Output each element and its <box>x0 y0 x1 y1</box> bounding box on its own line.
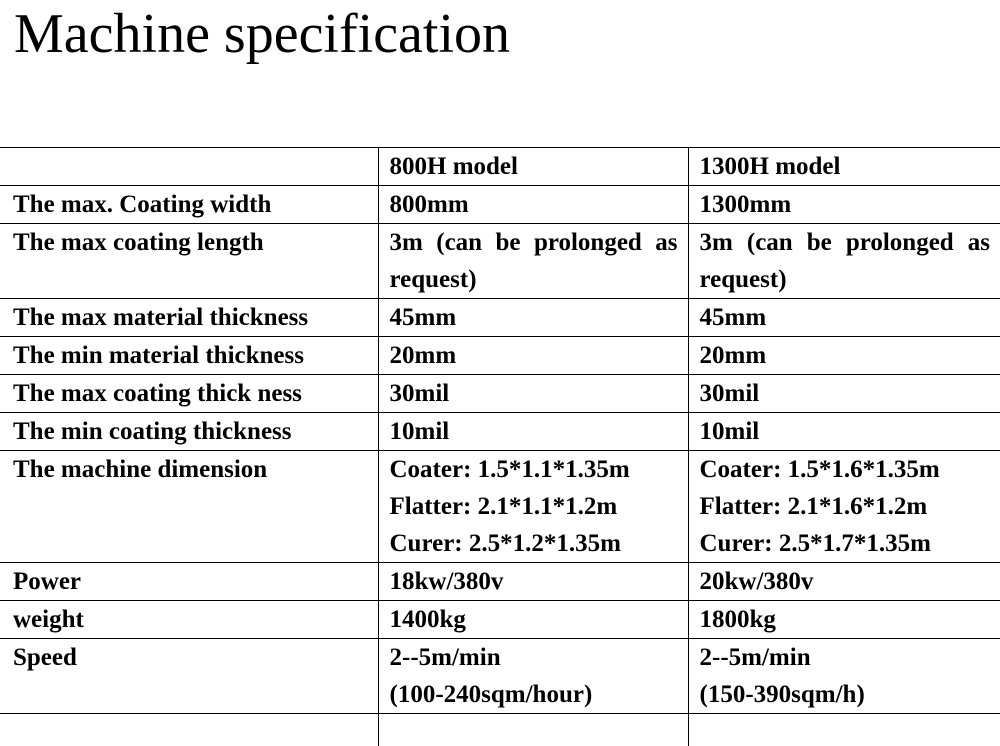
value-1300h: 1300mm <box>688 186 1000 224</box>
table-row <box>0 186 1000 224</box>
value-1300h: 20kw/380v <box>688 563 1000 601</box>
row-label: The max coating thick ness <box>0 375 378 413</box>
table-header-row <box>0 148 1000 186</box>
speed-area: (150-390sqm/h) <box>700 676 991 713</box>
value-1300h <box>688 639 1000 714</box>
table-row <box>0 375 1000 413</box>
value-text: 3m (can be prolonged as request) <box>700 224 991 298</box>
speed-area: (100-240sqm/hour) <box>390 676 678 713</box>
value-1300h <box>688 451 1000 563</box>
value-1300h: 30mil <box>688 375 1000 413</box>
value-1300h <box>688 224 1000 299</box>
value-800h: 30mil <box>378 375 688 413</box>
table-row <box>0 601 1000 639</box>
value-800h: 20mm <box>378 337 688 375</box>
dimension-curer: Curer: 2.5*1.7*1.35m <box>700 525 991 562</box>
row-label: Power <box>0 563 378 601</box>
value-1300h: 45mm <box>688 299 1000 337</box>
table-row <box>0 224 1000 299</box>
dimension-flatter: Flatter: 2.1*1.1*1.2m <box>390 488 678 525</box>
row-label: The min material thickness <box>0 337 378 375</box>
value-800h: 800mm <box>378 186 688 224</box>
table-row <box>0 563 1000 601</box>
value-1300h: 1800kg <box>688 601 1000 639</box>
row-label: The machine dimension <box>0 451 378 563</box>
table-row-empty <box>0 714 1000 746</box>
header-cell-1300h: 1300H model <box>688 148 1000 186</box>
header-cell-800h: 800H model <box>378 148 688 186</box>
value-800h: 18kw/380v <box>378 563 688 601</box>
value-800h <box>378 224 688 299</box>
speed-value: 2--5m/min <box>390 639 678 676</box>
value-800h <box>378 639 688 714</box>
value-1300h: 20mm <box>688 337 1000 375</box>
row-label: Speed <box>0 639 378 714</box>
row-label: weight <box>0 601 378 639</box>
page-title: Machine specification <box>14 4 510 66</box>
value-800h: 45mm <box>378 299 688 337</box>
dimension-flatter: Flatter: 2.1*1.6*1.2m <box>700 488 991 525</box>
empty-cell <box>688 714 1000 746</box>
row-label: The max material thickness <box>0 299 378 337</box>
value-text: 3m (can be prolonged as request) <box>390 224 678 298</box>
value-800h: 10mil <box>378 413 688 451</box>
value-800h <box>378 451 688 563</box>
row-label: The min coating thickness <box>0 413 378 451</box>
header-cell-blank <box>0 148 378 186</box>
spec-table <box>0 147 1000 746</box>
table-row <box>0 639 1000 714</box>
speed-value: 2--5m/min <box>700 639 991 676</box>
value-1300h: 10mil <box>688 413 1000 451</box>
table-row <box>0 299 1000 337</box>
table-row <box>0 413 1000 451</box>
value-800h: 1400kg <box>378 601 688 639</box>
table-row <box>0 451 1000 563</box>
table-row <box>0 337 1000 375</box>
row-label: The max coating length <box>0 224 378 299</box>
row-label: The max. Coating width <box>0 186 378 224</box>
dimension-coater: Coater: 1.5*1.6*1.35m <box>700 451 991 488</box>
empty-cell <box>0 714 378 746</box>
dimension-curer: Curer: 2.5*1.2*1.35m <box>390 525 678 562</box>
dimension-coater: Coater: 1.5*1.1*1.35m <box>390 451 678 488</box>
empty-cell <box>378 714 688 746</box>
